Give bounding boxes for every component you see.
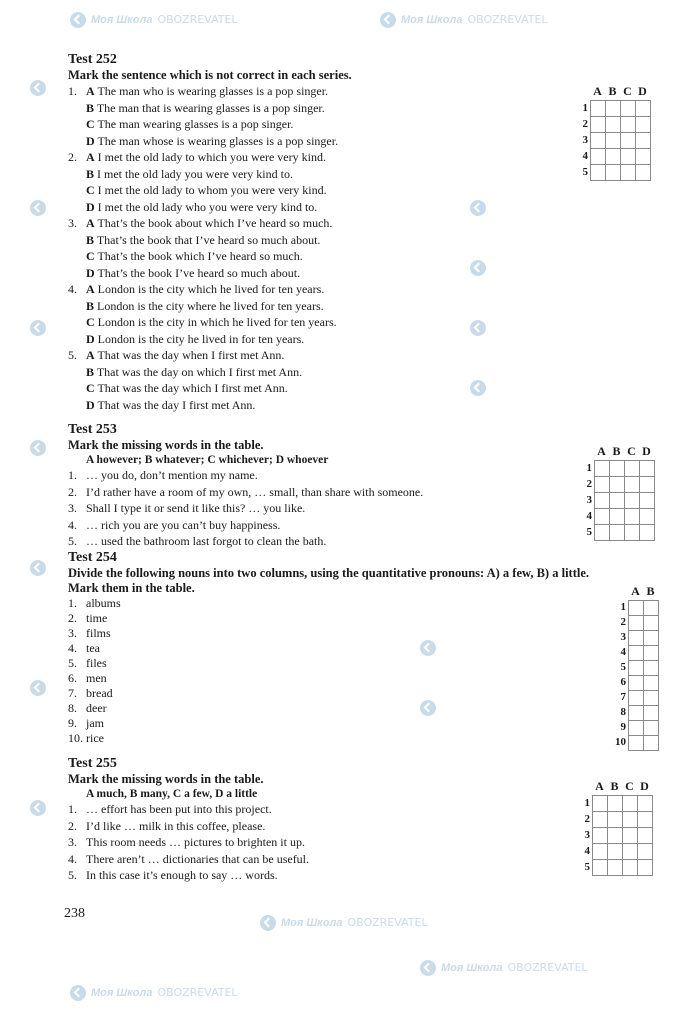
- item-number: 2.: [68, 150, 77, 164]
- item-text: This room needs … pictures to brighten it up.: [86, 835, 305, 849]
- option-line: [68, 380, 688, 397]
- grid-cell[interactable]: [593, 796, 608, 812]
- item-text: deer: [86, 701, 107, 715]
- test-title: Test 252: [68, 52, 117, 67]
- grid-cell[interactable]: [636, 149, 651, 165]
- option-line: [68, 347, 688, 364]
- option-line: [68, 281, 688, 298]
- grid-cell[interactable]: [629, 616, 644, 631]
- watermark: [30, 680, 46, 696]
- watermark-brand-text: Моя Школа: [401, 14, 463, 26]
- grid-cell[interactable]: [621, 149, 636, 165]
- grid-cell[interactable]: [593, 860, 608, 876]
- option-line: [68, 364, 688, 381]
- grid-cell[interactable]: [621, 101, 636, 117]
- option-letter: D: [86, 133, 95, 148]
- grid-cell[interactable]: [638, 844, 653, 860]
- grid-col-label: C: [623, 84, 632, 98]
- watermark-brand-text: Моя Школа: [91, 987, 153, 999]
- grid-col-label: D: [642, 444, 651, 458]
- watermark: [70, 985, 238, 1001]
- grid-cell[interactable]: [640, 477, 655, 493]
- watermark-brand-text: OBOZREVATEL: [157, 13, 238, 26]
- grid-cell[interactable]: [606, 101, 621, 117]
- grid-row-label: 10: [615, 736, 626, 748]
- watermark-logo-icon: [70, 12, 86, 28]
- item-text: I’d rather have a room of my own, … small, than share with someone.: [86, 484, 424, 499]
- grid-cell[interactable]: [644, 691, 659, 706]
- watermark-logo-icon: [30, 560, 46, 576]
- watermark: [30, 80, 46, 96]
- watermark: [70, 12, 238, 28]
- grid-cell[interactable]: [610, 525, 625, 541]
- option-letter: B: [86, 166, 95, 181]
- item-number: 3.: [68, 626, 77, 640]
- grid-cell[interactable]: [638, 828, 653, 844]
- option-letter: A: [86, 282, 95, 296]
- grid-cell[interactable]: [636, 117, 651, 133]
- option-line: [68, 298, 688, 315]
- grid-cell[interactable]: [629, 631, 644, 646]
- grid-row-label: 7: [620, 691, 626, 703]
- item-text: bread: [86, 686, 113, 700]
- answer-grid-253: [586, 444, 655, 541]
- grid-row-label: 4: [582, 150, 588, 162]
- grid-cell[interactable]: [623, 844, 638, 860]
- answer-grid-252: [582, 84, 651, 181]
- item-number: 4.: [68, 517, 77, 532]
- option-line: [68, 232, 688, 249]
- item-text: … used the bathroom last forgot to clean the bath.: [86, 534, 327, 548]
- grid-row-label: 5: [586, 526, 592, 538]
- watermark-logo-icon: [70, 985, 86, 1001]
- test-instruction-2: Mark them in the table.: [68, 581, 195, 595]
- option-letter: C: [86, 117, 95, 131]
- grid-cell[interactable]: [621, 165, 636, 181]
- grid-row-label: 8: [620, 706, 626, 718]
- watermark-brand-text: Моя Школа: [281, 917, 343, 929]
- option-letter: D: [86, 265, 95, 280]
- item-number: 5.: [68, 348, 77, 362]
- item-text: films: [86, 626, 111, 640]
- grid-cell[interactable]: [644, 676, 659, 691]
- list-item: [68, 701, 688, 716]
- grid-row-label: 5: [620, 661, 626, 673]
- test-title: Test 255: [68, 756, 117, 771]
- grid-row-label: 5: [582, 166, 588, 178]
- grid-cell[interactable]: [638, 860, 653, 876]
- grid-cell[interactable]: [595, 525, 610, 541]
- grid-row-label: 5: [584, 861, 590, 873]
- test-title: Test 254: [68, 550, 117, 565]
- watermark-brand-text: Моя Школа: [91, 14, 153, 26]
- list-item: [68, 731, 688, 746]
- option-letter: C: [86, 249, 95, 263]
- option-letter: A: [86, 216, 95, 230]
- watermark-logo-icon: [30, 440, 46, 456]
- grid-cell[interactable]: [640, 493, 655, 509]
- test-instruction: Mark the missing words in the table.: [68, 438, 264, 452]
- grid-column-headers: [590, 84, 650, 98]
- grid-cell[interactable]: [644, 601, 659, 616]
- grid-cell[interactable]: [595, 477, 610, 493]
- option-text: The man wearing glasses is a pop singer.: [97, 117, 294, 131]
- test-title: Test 253: [68, 422, 117, 437]
- option-line: [68, 314, 688, 331]
- grid-cell[interactable]: [623, 828, 638, 844]
- grid-row-label: 4: [586, 510, 592, 522]
- item-number: 2.: [68, 484, 77, 499]
- option-text: That was the day when I first met Ann.: [97, 348, 285, 362]
- watermark-logo-icon: [30, 80, 46, 96]
- grid-row-label: 3: [620, 631, 626, 643]
- grid-col-label: C: [625, 779, 634, 793]
- grid-cell[interactable]: [591, 101, 606, 117]
- grid-cell[interactable]: [593, 828, 608, 844]
- answer-options: A however; B whatever; C whichever; D whoever: [86, 454, 329, 466]
- answer-options: A much, B many, C a few, D a little: [86, 788, 258, 800]
- grid-row-label: 2: [584, 813, 590, 825]
- grid-cell[interactable]: [608, 812, 623, 828]
- grid-table: [594, 460, 655, 541]
- watermark: [260, 915, 428, 931]
- grid-column-headers: [628, 584, 658, 598]
- watermark: [30, 800, 46, 816]
- item-number: 3.: [68, 835, 77, 849]
- grid-cell[interactable]: [629, 646, 644, 661]
- watermark-logo-icon: [30, 800, 46, 816]
- item-number: 5.: [68, 656, 77, 670]
- page-number: 238: [64, 906, 85, 921]
- watermark-logo-icon: [30, 680, 46, 696]
- watermark-brand-text: OBOZREVATEL: [507, 961, 588, 974]
- grid-cell[interactable]: [591, 117, 606, 133]
- watermark-brand-text: OBOZREVATEL: [347, 916, 428, 929]
- grid-cell[interactable]: [638, 796, 653, 812]
- grid-cell[interactable]: [591, 149, 606, 165]
- item-text: men: [86, 671, 107, 685]
- watermark-brand-text: Моя Школа: [441, 962, 503, 974]
- grid-cell[interactable]: [608, 844, 623, 860]
- item-text: … you do, don’t mention my name.: [86, 468, 258, 482]
- grid-row-label: 3: [584, 829, 590, 841]
- grid-col-label: D: [638, 84, 647, 98]
- grid-cell[interactable]: [636, 101, 651, 117]
- grid-cell[interactable]: [625, 461, 640, 477]
- grid-col-label: C: [627, 444, 636, 458]
- grid-cell[interactable]: [591, 165, 606, 181]
- list-item: [68, 716, 688, 731]
- grid-cell[interactable]: [629, 676, 644, 691]
- test-instruction: Mark the sentence which is not correct in each series.: [68, 68, 352, 82]
- grid-cell[interactable]: [606, 117, 621, 133]
- option-letter: A: [86, 150, 95, 164]
- list-item: [68, 611, 688, 626]
- grid-cell[interactable]: [644, 646, 659, 661]
- item-number: 1.: [68, 802, 77, 816]
- grid-cell[interactable]: [621, 117, 636, 133]
- watermark-logo-icon: [260, 915, 276, 931]
- item-text: … effort has been put into this project.: [86, 802, 272, 816]
- option-text: The man who is wearing glasses is a pop singer.: [97, 84, 329, 98]
- item-number: 4.: [68, 851, 77, 866]
- option-letter: B: [86, 298, 95, 313]
- option-text: The man that is wearing glasses is a pop singer.: [96, 100, 325, 115]
- grid-row-label: 3: [582, 134, 588, 146]
- grid-row-labels: [581, 460, 592, 540]
- watermark: [30, 440, 46, 456]
- list-item: [68, 686, 688, 701]
- grid-cell[interactable]: [644, 616, 659, 631]
- grid-cell[interactable]: [629, 661, 644, 676]
- grid-cell[interactable]: [593, 812, 608, 828]
- watermark-logo-icon: [420, 960, 436, 976]
- grid-cell[interactable]: [623, 812, 638, 828]
- grid-cell[interactable]: [595, 493, 610, 509]
- test-254: [68, 550, 688, 756]
- grid-table: [592, 795, 653, 876]
- item-number: 1.: [68, 468, 77, 482]
- grid-cell[interactable]: [644, 631, 659, 646]
- grid-row-label: 2: [582, 118, 588, 130]
- item-number: 1.: [68, 596, 77, 610]
- grid-cell[interactable]: [629, 706, 644, 721]
- test-instruction: Mark the missing words in the table.: [68, 772, 264, 786]
- grid-row-label: 3: [586, 494, 592, 506]
- grid-cell[interactable]: [640, 461, 655, 477]
- item-text: There aren’t … dictionaries that can be useful.: [86, 851, 310, 866]
- option-line: [68, 182, 688, 199]
- option-text: London is the city in which he lived for ten years.: [97, 315, 337, 329]
- option-line: [68, 265, 688, 282]
- item-number: 6.: [68, 671, 77, 685]
- grid-col-label: B: [608, 84, 617, 98]
- option-letter: B: [86, 364, 95, 379]
- item-number: 9.: [68, 716, 77, 730]
- grid-cell[interactable]: [629, 601, 644, 616]
- option-text: The man whose is wearing glasses is a pop singer.: [97, 133, 339, 148]
- watermark: [30, 560, 46, 576]
- grid-row-label: 2: [620, 616, 626, 628]
- grid-cell[interactable]: [625, 509, 640, 525]
- grid-cell[interactable]: [608, 828, 623, 844]
- list-item: [68, 671, 688, 686]
- item-text: I’d like … milk in this coffee, please.: [86, 818, 266, 833]
- grid-cell[interactable]: [595, 461, 610, 477]
- grid-cell[interactable]: [608, 860, 623, 876]
- grid-row-labels: [577, 100, 588, 180]
- option-letter: C: [86, 315, 95, 329]
- answer-grid-255: [584, 779, 653, 876]
- grid-cell[interactable]: [638, 812, 653, 828]
- grid-cell[interactable]: [636, 165, 651, 181]
- grid-col-label: B: [612, 444, 621, 458]
- option-letter: C: [86, 183, 95, 197]
- option-letter: B: [86, 232, 95, 247]
- item-number: 4.: [68, 282, 77, 296]
- item-number: 4.: [68, 641, 77, 655]
- grid-row-labels: [579, 795, 590, 875]
- grid-cell[interactable]: [625, 525, 640, 541]
- list-item: [68, 656, 688, 671]
- grid-cell[interactable]: [644, 721, 659, 736]
- item-text: rice: [86, 731, 104, 745]
- grid-cell[interactable]: [623, 860, 638, 876]
- grid-cell[interactable]: [644, 706, 659, 721]
- list-item: [68, 596, 688, 611]
- option-letter: A: [86, 84, 95, 98]
- item-number: 5.: [68, 534, 77, 548]
- watermark-brand-text: OBOZREVATEL: [157, 986, 238, 999]
- grid-cell[interactable]: [644, 736, 659, 751]
- grid-col-label: B: [610, 779, 619, 793]
- grid-row-label: 2: [586, 478, 592, 490]
- grid-cell[interactable]: [610, 493, 625, 509]
- grid-cell[interactable]: [625, 477, 640, 493]
- grid-col-label: B: [646, 584, 655, 598]
- option-text: That was the day I first met Ann.: [97, 397, 256, 412]
- option-text: I met the old lady to which you were very kind.: [97, 150, 326, 164]
- item-text: In this case it’s enough to say … words.: [86, 868, 278, 882]
- item-number: 1.: [68, 84, 77, 98]
- option-text: That’s the book which I’ve heard so much.: [97, 249, 303, 263]
- grid-row-label: 4: [584, 845, 590, 857]
- item-number: 3.: [68, 501, 77, 515]
- item-number: 3.: [68, 216, 77, 230]
- watermark: [420, 960, 588, 976]
- grid-cell[interactable]: [591, 133, 606, 149]
- option-line: [68, 331, 688, 348]
- noun-list: [68, 596, 688, 746]
- option-text: That was the day which I first met Ann.: [97, 381, 288, 395]
- option-text: I met the old lady you were very kind to.: [97, 166, 293, 181]
- grid-col-label: A: [595, 779, 604, 793]
- option-line: [68, 199, 688, 216]
- grid-row-label: 1: [620, 601, 626, 613]
- item-text: time: [86, 611, 108, 625]
- option-text: I met the old lady to whom you were very kind.: [97, 183, 327, 197]
- option-text: London is the city which he lived for ten years.: [97, 282, 325, 296]
- item-number: 7.: [68, 686, 77, 700]
- grid-cell[interactable]: [610, 461, 625, 477]
- option-letter: D: [86, 199, 95, 214]
- grid-cell[interactable]: [623, 796, 638, 812]
- grid-cell[interactable]: [606, 133, 621, 149]
- grid-cell[interactable]: [640, 525, 655, 541]
- item-text: Shall I type it or send it like this? … you like.: [86, 501, 306, 515]
- list-item: [68, 641, 688, 656]
- option-line: [68, 215, 688, 232]
- watermark-brand-text: OBOZREVATEL: [467, 13, 548, 26]
- option-text: That’s the book I’ve heard so much about.: [97, 265, 301, 280]
- option-line: [68, 397, 688, 414]
- grid-cell[interactable]: [606, 165, 621, 181]
- answer-grid-254: [615, 584, 659, 751]
- item-text: files: [86, 656, 107, 670]
- grid-col-label: A: [593, 84, 602, 98]
- grid-row-label: 1: [582, 102, 588, 114]
- test-instruction: Divide the following nouns into two columns, using the quantitative pronouns: A) a few, B) a little.: [68, 566, 590, 580]
- option-letter: D: [86, 331, 95, 346]
- item-number: 5.: [68, 868, 77, 882]
- watermark: [30, 200, 46, 216]
- item-number: 2.: [68, 611, 77, 625]
- grid-col-label: A: [631, 584, 640, 598]
- option-text: That’s the book about which I’ve heard so much.: [97, 216, 333, 230]
- grid-cell[interactable]: [629, 721, 644, 736]
- grid-col-label: A: [597, 444, 606, 458]
- watermark-logo-icon: [30, 320, 46, 336]
- item-text: albums: [86, 596, 121, 610]
- grid-cell[interactable]: [593, 844, 608, 860]
- grid-cell[interactable]: [640, 509, 655, 525]
- grid-cell[interactable]: [636, 133, 651, 149]
- grid-column-headers: [592, 779, 652, 793]
- grid-cell[interactable]: [625, 493, 640, 509]
- item-text: … rich you are you can’t buy happiness.: [86, 517, 281, 532]
- grid-cell[interactable]: [644, 661, 659, 676]
- item-number: 2.: [68, 818, 77, 833]
- grid-column-headers: [594, 444, 654, 458]
- grid-cell[interactable]: [610, 477, 625, 493]
- grid-cell[interactable]: [606, 149, 621, 165]
- grid-table: [590, 100, 651, 181]
- option-letter: D: [86, 397, 95, 412]
- grid-cell[interactable]: [629, 691, 644, 706]
- watermark: [30, 320, 46, 336]
- grid-table: [628, 600, 659, 751]
- grid-row-label: 9: [620, 721, 626, 733]
- option-line: [68, 248, 688, 265]
- option-text: London is the city he lived in for ten years.: [97, 331, 305, 346]
- option-letter: B: [86, 100, 95, 115]
- option-letter: A: [86, 348, 95, 362]
- item-text: jam: [86, 716, 104, 730]
- option-letter: C: [86, 381, 95, 395]
- option-text: I met the old lady who you were very kind to.: [97, 199, 318, 214]
- grid-row-labels: [615, 600, 626, 750]
- watermark-logo-icon: [380, 12, 396, 28]
- option-text: London is the city where he lived for ten years.: [97, 298, 324, 313]
- item-number: 8.: [68, 701, 77, 715]
- grid-row-label: 4: [620, 646, 626, 658]
- watermark-logo-icon: [30, 200, 46, 216]
- grid-col-label: D: [640, 779, 649, 793]
- option-text: That’s the book that I’ve heard so much about.: [96, 232, 321, 247]
- list-item: [68, 626, 688, 641]
- grid-cell[interactable]: [610, 509, 625, 525]
- grid-cell[interactable]: [595, 509, 610, 525]
- item-text: tea: [86, 641, 100, 655]
- grid-row-label: 1: [584, 797, 590, 809]
- grid-cell[interactable]: [629, 736, 644, 751]
- watermark: [380, 12, 548, 28]
- grid-cell[interactable]: [621, 133, 636, 149]
- option-text: That was the day on which I first met Ann.: [96, 364, 303, 379]
- grid-row-label: 1: [586, 462, 592, 474]
- item-number: 10.: [68, 731, 83, 745]
- grid-cell[interactable]: [608, 796, 623, 812]
- grid-row-label: 6: [620, 676, 626, 688]
